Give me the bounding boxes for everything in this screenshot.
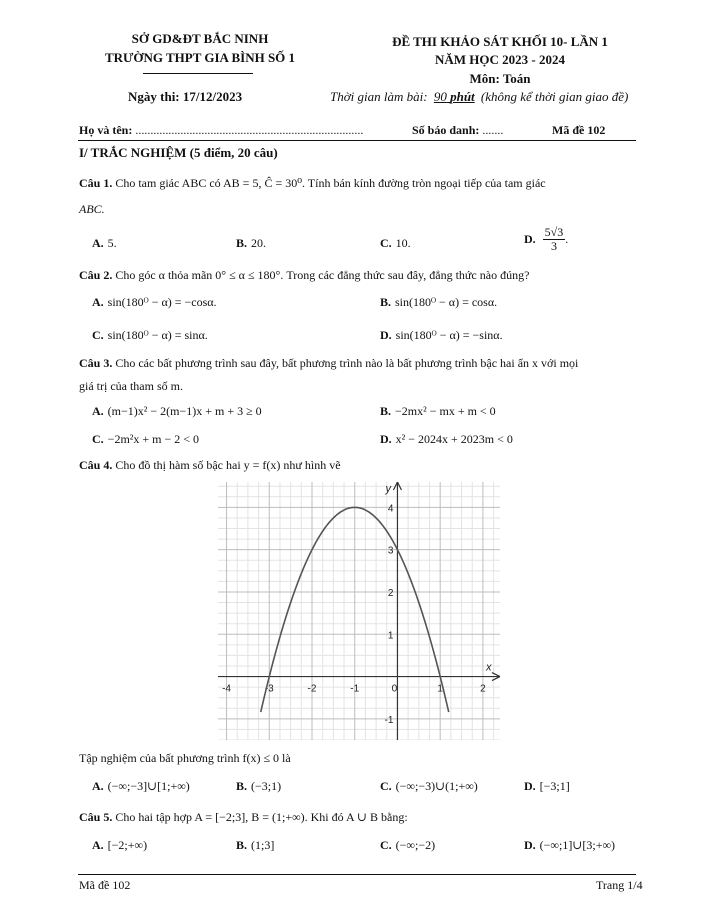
q3-c-text: −2m²x + m − 2 < 0 — [107, 432, 200, 446]
x-tick-label: 1 — [437, 683, 443, 695]
q1-option-c[interactable] — [380, 236, 411, 251]
time-value — [431, 89, 478, 104]
y-axis-label: y — [385, 483, 391, 495]
time-info — [330, 89, 628, 105]
q5-stem — [79, 810, 408, 825]
option-label: D. — [380, 328, 392, 342]
option-label: C. — [380, 236, 392, 250]
q1-d-denominator: 3 — [550, 239, 557, 253]
exam-code: Mã đề 102 — [552, 123, 606, 137]
x-tick-label: -1 — [350, 683, 360, 695]
x-tick-label: 0 — [391, 683, 398, 695]
option-label: D. — [524, 838, 536, 852]
q1-d-fraction — [543, 225, 569, 253]
q2-option-d[interactable] — [380, 328, 503, 343]
option-label: A. — [92, 236, 104, 250]
time-prefix: Thời gian làm bài: — [330, 89, 428, 104]
x-tick-label: -4 — [222, 683, 231, 695]
q4-b-text: (−3;1) — [251, 779, 282, 793]
q3-option-a[interactable] — [92, 404, 262, 419]
q5-d-text: (−∞;1]∪[3;+∞) — [539, 838, 616, 852]
option-label: D. — [524, 779, 536, 793]
q4-after-text: Tập nghiệm của bất phương trình f(x) ≤ 0 là — [79, 751, 291, 765]
option-label: A. — [92, 838, 104, 852]
y-tick-label: -1 — [384, 714, 394, 726]
option-label: B. — [380, 295, 392, 309]
info-divider — [78, 140, 636, 141]
q4-d-text: [−3;1] — [539, 779, 570, 793]
grid-minor — [218, 482, 500, 740]
exam-date: Ngày thi: 17/12/2023 — [128, 89, 243, 104]
option-label: A. — [92, 295, 104, 309]
q4-option-c[interactable] — [380, 779, 478, 794]
option-label: D. — [380, 432, 392, 446]
name-label: Họ và tên: — [79, 123, 133, 137]
q1-b-text: 20. — [251, 236, 267, 250]
option-label: B. — [236, 838, 248, 852]
dept-name: SỞ GD&ĐT BẮC NINH — [131, 31, 269, 46]
q4-c-text: (−∞;−3)∪(1;+∞) — [395, 779, 478, 793]
q4-number: Câu 4. — [79, 458, 113, 472]
q2-number: Câu 2. — [79, 268, 113, 282]
q2-option-a[interactable] — [92, 295, 217, 310]
time-note: (không kể thời gian giao đề) — [480, 89, 629, 104]
q5-option-a[interactable] — [92, 838, 147, 853]
q1-d-numerator: 5√3 — [544, 225, 564, 239]
q3-stem — [79, 356, 578, 371]
q5-a-text: [−2;+∞) — [107, 838, 148, 852]
q3-text: Cho các bất phương trình sau đây, bất phương trình nào là bất phương trình bậc hai ẩn x với mọi — [115, 356, 579, 370]
q3-option-c[interactable] — [92, 432, 199, 447]
tick-labels — [222, 483, 492, 726]
q5-c-text: (−∞;−2) — [395, 838, 436, 852]
footer-divider — [78, 874, 636, 875]
q4-text: Cho đồ thị hàm số bậc hai y = f(x) như hình vẽ — [115, 458, 341, 472]
student-name-row — [79, 123, 363, 138]
sbd-dots: ....... — [482, 123, 504, 137]
exam-title: ĐỀ THI KHẢO SÁT KHỐI 10- LẦN 1 — [392, 34, 608, 49]
q1-stem — [79, 176, 546, 191]
q1-a-text: 5. — [107, 236, 117, 250]
q1-text-2: ABC. — [79, 202, 105, 216]
q2-text: Cho góc α thỏa mãn 0° ≤ α ≤ 180°. Trong các đẳng thức sau đây, đẳng thức nào đúng? — [115, 268, 530, 282]
q4-stem — [79, 458, 341, 473]
option-label: B. — [236, 236, 248, 250]
q3-b-text: −2mx² − mx + m < 0 — [395, 404, 496, 418]
option-label: B. — [380, 404, 392, 418]
time-minutes: 90 — [433, 89, 447, 104]
q5-option-d[interactable] — [524, 838, 615, 853]
x-tick-label: 2 — [480, 683, 486, 695]
q2-option-c[interactable] — [92, 328, 208, 343]
option-label: C. — [92, 328, 104, 342]
q4-option-b[interactable] — [236, 779, 281, 794]
school-year: NĂM HỌC 2023 - 2024 — [435, 52, 565, 67]
q3-d-text: x² − 2024x + 2023m < 0 — [395, 432, 513, 446]
sbd-label: Số báo danh: — [412, 123, 480, 137]
option-label: A. — [92, 404, 104, 418]
axes — [218, 482, 500, 740]
y-tick-label: 2 — [387, 587, 394, 599]
q4-a-text: (−∞;−3]∪[1;+∞) — [107, 779, 190, 793]
q5-number: Câu 5. — [79, 810, 113, 824]
x-tick-label: -2 — [307, 683, 317, 695]
q2-c-text: sin(180ᴼ − α) = sinα. — [107, 328, 208, 342]
q1-number: Câu 1. — [79, 176, 113, 190]
q2-d-text: sin(180ᴼ − α) = −sinα. — [395, 328, 503, 342]
option-label: A. — [92, 779, 104, 793]
y-tick-label: 1 — [387, 630, 394, 642]
parabola-graph — [218, 482, 500, 740]
school-name: TRƯỜNG THPT GIA BÌNH SỐ 1 — [104, 50, 296, 65]
q3-a-text: (m−1)x² − 2(m−1)x + m + 3 ≥ 0 — [107, 404, 262, 418]
time-unit: phút — [450, 89, 475, 104]
q1-option-a[interactable] — [92, 236, 117, 251]
q2-stem — [79, 268, 529, 283]
q5-option-b[interactable] — [236, 838, 274, 853]
q1-option-b[interactable] — [236, 236, 266, 251]
y-tick-label: 4 — [387, 503, 394, 515]
section-title: I/ TRẮC NGHIỆM (5 điểm, 20 câu) — [79, 145, 278, 160]
q3-option-d[interactable] — [380, 432, 513, 447]
q4-option-d[interactable] — [524, 779, 570, 794]
name-dots: ............................................................................ — [135, 123, 364, 137]
q5-text: Cho hai tập hợp A = [−2;3], B = (1;+∞). Khi đó A ∪ B bằng: — [115, 810, 408, 824]
q2-a-text: sin(180ᴼ − α) = −cosα. — [107, 295, 217, 309]
q3-number: Câu 3. — [79, 356, 113, 370]
option-label: C. — [92, 432, 104, 446]
sbd-row — [412, 123, 503, 138]
q1-option-d[interactable] — [524, 226, 568, 253]
footer-code: Mã đề 102 — [79, 878, 131, 892]
q3-text-2: giá trị của tham số m. — [79, 379, 183, 393]
q1-d-tail: . — [565, 232, 569, 246]
school-underline — [143, 73, 253, 74]
q2-b-text: sin(180ᴼ − α) = cosα. — [395, 295, 498, 309]
q5-b-text: (1;3] — [251, 838, 275, 852]
option-label: B. — [236, 779, 248, 793]
grid-major — [218, 482, 500, 740]
y-tick-label: 3 — [387, 545, 394, 557]
q5-option-c[interactable] — [380, 838, 435, 853]
x-axis-label: x — [486, 661, 492, 674]
option-label: C. — [380, 838, 392, 852]
subject: Môn: Toán — [469, 71, 531, 86]
q3-option-b[interactable] — [380, 404, 496, 419]
q1-text: Cho tam giác ABC có AB = 5, Ĉ = 30⁰. Tính bán kính đường tròn ngoại tiếp của tam giác — [115, 176, 546, 190]
q2-option-b[interactable] — [380, 295, 497, 310]
option-label: D. — [524, 232, 536, 246]
q4-option-a[interactable] — [92, 779, 190, 794]
option-label: C. — [380, 779, 392, 793]
x-tick-label: -3 — [264, 683, 274, 695]
page-number: Trang 1/4 — [596, 878, 643, 892]
q1-c-text: 10. — [395, 236, 411, 250]
